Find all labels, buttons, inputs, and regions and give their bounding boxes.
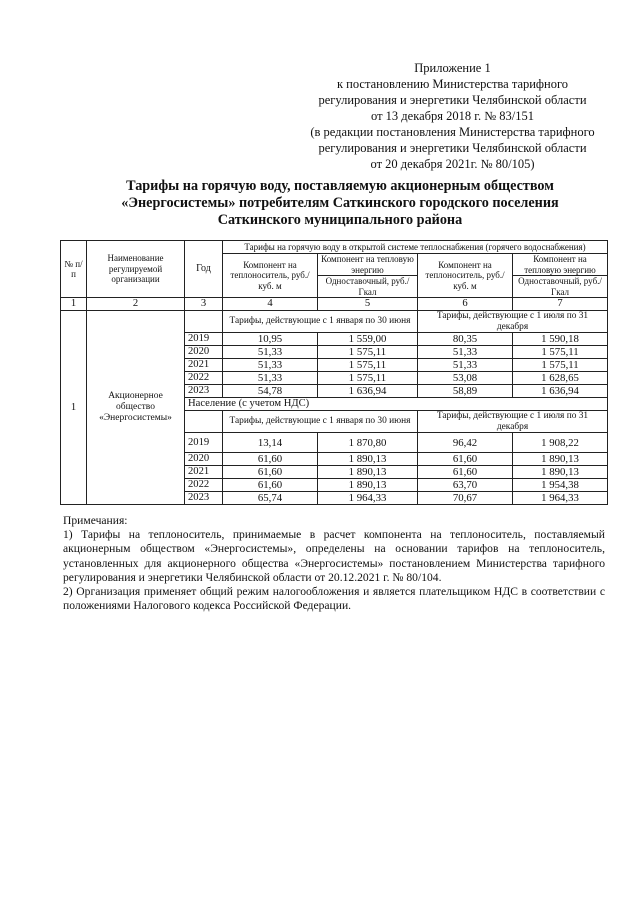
energy-value: 1 590,18 (513, 333, 608, 346)
carrier-value: 80,35 (418, 333, 513, 346)
carrier-value: 70,67 (418, 492, 513, 505)
energy-value: 1 636,94 (318, 385, 418, 398)
carrier-value: 63,70 (418, 479, 513, 492)
carrier-value: 61,60 (418, 453, 513, 466)
column-number: 1 (61, 298, 87, 311)
appendix-line: (в редакции постановления Министерства тарифного (310, 125, 595, 139)
energy-value: 1 575,11 (513, 346, 608, 359)
energy-value: 1 890,13 (318, 479, 418, 492)
energy-value: 1 954,38 (513, 479, 608, 492)
year-cell: 2020 (185, 346, 223, 359)
column-number: 7 (513, 298, 608, 311)
energy-value: 1 870,80 (318, 433, 418, 453)
energy-value: 1 964,33 (513, 492, 608, 505)
column-number: 6 (418, 298, 513, 311)
energy-value: 1 559,00 (318, 333, 418, 346)
energy-value: 1 890,13 (318, 466, 418, 479)
carrier-value: 61,60 (223, 479, 318, 492)
year-cell: 2021 (185, 466, 223, 479)
row-number: 1 (61, 311, 87, 505)
note-1: 1) Тарифы на теплоноситель, принимаемые в расчет компонента на теплоноситель, поставляемый акционерным обществом «Энергосистемы», определены на основании тарифов на теплоноситель, установленных для акционерного общества «Энергосистемы» постановлением Министерства тарифного регулирования и энергетики Челябинской области от 20.12.2021 г. № 80/104. (63, 528, 605, 584)
energy-value: 1 890,13 (318, 453, 418, 466)
carrier-value: 51,33 (223, 359, 318, 372)
column-number: 4 (223, 298, 318, 311)
notes-section (63, 514, 605, 613)
carrier-value: 51,33 (418, 346, 513, 359)
carrier-value: 53,08 (418, 372, 513, 385)
carrier-value: 61,60 (418, 466, 513, 479)
appendix-line: регулирования и энергетики Челябинской области (318, 93, 587, 107)
period-first-half: Тарифы, действующие с 1 января по 30 июня (223, 311, 418, 333)
year-cell: 2020 (185, 453, 223, 466)
period-second-half: Тарифы, действующие с 1 июля по 31 декабря (418, 411, 608, 433)
year-cell: 2021 (185, 359, 223, 372)
header-year: Год (185, 241, 223, 298)
appendix-line: от 13 декабря 2018 г. № 83/151 (371, 109, 534, 123)
organization-name: Акционерное общество «Энергосистемы» (87, 311, 185, 505)
carrier-value: 61,60 (223, 466, 318, 479)
energy-value: 1 575,11 (318, 359, 418, 372)
period-first-half: Тарифы, действующие с 1 января по 30 июня (223, 411, 418, 433)
energy-value: 1 890,13 (513, 466, 608, 479)
header-carrier-1: Компонент на теплоноситель, руб./куб. м (223, 254, 318, 298)
document-title (60, 178, 620, 229)
tariff-table (60, 240, 608, 505)
header-num: № п/п (61, 241, 87, 298)
column-number: 3 (185, 298, 223, 311)
carrier-value: 54,78 (223, 385, 318, 398)
carrier-value: 96,42 (418, 433, 513, 453)
note-2: 2) Организация применяет общий режим налогообложения и является плательщиком НДС в соответствии с положениями Налогового кодекса Российской Федерации. (63, 585, 605, 613)
header-energy-2: Компонент на тепловую энергию (513, 254, 608, 276)
carrier-value: 51,33 (223, 372, 318, 385)
energy-value: 1 636,94 (513, 385, 608, 398)
energy-value: 1 575,11 (513, 359, 608, 372)
year-cell: 2022 (185, 372, 223, 385)
year-cell: 2019 (185, 433, 223, 453)
appendix-block (300, 60, 605, 172)
year-cell: 2022 (185, 479, 223, 492)
title-line: «Энергосистемы» потребителям Саткинского городского поселения (121, 195, 559, 211)
appendix-line: к постановлению Министерства тарифного (336, 77, 569, 91)
carrier-value: 10,95 (223, 333, 318, 346)
carrier-value: 13,14 (223, 433, 318, 453)
year-cell: 2023 (185, 492, 223, 505)
carrier-value: 61,60 (223, 453, 318, 466)
energy-value: 1 890,13 (513, 453, 608, 466)
header-energy-1: Компонент на тепловую энергию (318, 254, 418, 276)
period-second-half: Тарифы, действующие с 1 июля по 31 декабря (418, 311, 608, 333)
title-line: Саткинского муниципального района (217, 212, 463, 228)
header-org: Наименование регулируемой организации (87, 241, 185, 298)
appendix-line: регулирования и энергетики Челябинской области (318, 141, 587, 155)
energy-value: 1 575,11 (318, 346, 418, 359)
energy-value: 1 575,11 (318, 372, 418, 385)
header-carrier-2: Компонент на теплоноситель, руб./куб. м (418, 254, 513, 298)
header-group: Тарифы на горячую воду в открытой системе теплоснабжения (горячего водоснабжения) (223, 241, 608, 254)
column-number-row (61, 298, 608, 311)
title-line: Тарифы на горячую воду, поставляемую акционерным обществом (126, 178, 554, 194)
carrier-value: 58,89 (418, 385, 513, 398)
header-single-rate-2: Одноставочный, руб./Гкал (513, 276, 608, 298)
notes-heading: Примечания: (63, 514, 128, 527)
energy-value: 1 908,22 (513, 433, 608, 453)
column-number: 5 (318, 298, 418, 311)
column-number: 2 (87, 298, 185, 311)
year-cell: 2023 (185, 385, 223, 398)
year-cell: 2019 (185, 333, 223, 346)
carrier-value: 65,74 (223, 492, 318, 505)
appendix-line: от 20 декабря 2021г. № 80/105) (370, 157, 535, 171)
energy-value: 1 628,65 (513, 372, 608, 385)
section-vat-label: Население (с учетом НДС) (185, 398, 608, 411)
carrier-value: 51,33 (418, 359, 513, 372)
energy-value: 1 964,33 (318, 492, 418, 505)
header-single-rate-1: Одноставочный, руб./Гкал (318, 276, 418, 298)
appendix-line: Приложение 1 (414, 61, 491, 75)
carrier-value: 51,33 (223, 346, 318, 359)
